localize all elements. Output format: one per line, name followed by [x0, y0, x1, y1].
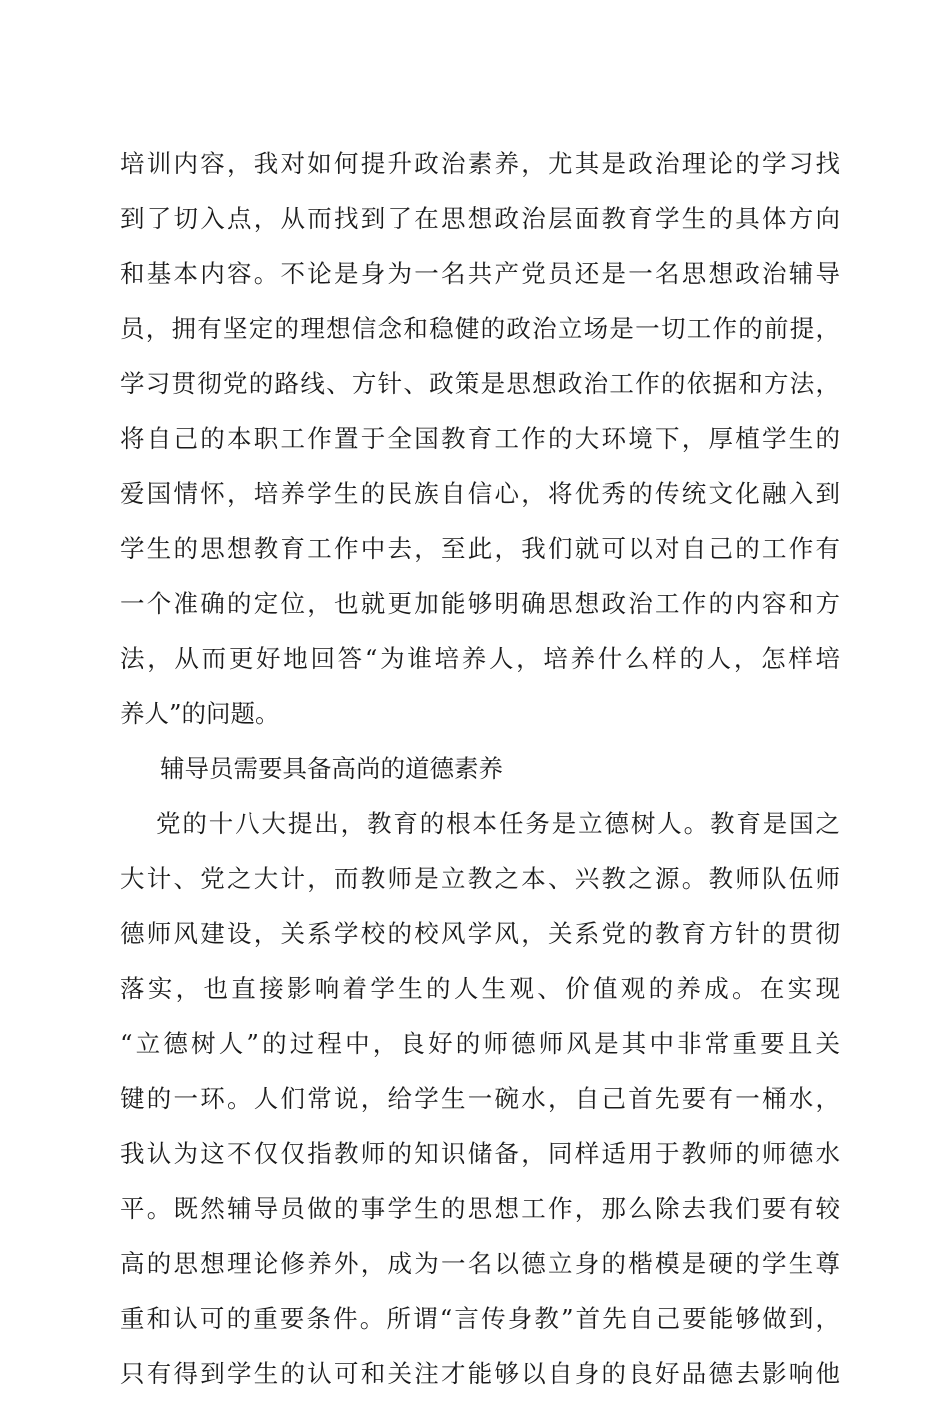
text-line: 员，拥有坚定的理想信念和稳健的政治立场是一切工作的前提，: [120, 314, 840, 343]
text-line: 学生的思想教育工作中去，至此，我们就可以对自己的工作有: [120, 534, 840, 563]
text-line: 学习贯彻党的路线、方针、政策是思想政治工作的依据和方法，: [120, 369, 840, 398]
text-line: 到了切入点，从而找到了在思想政治层面教育学生的具体方向: [120, 204, 840, 233]
text-line: 重和认可的重要条件。所谓“言传身教”首先自己要能够做到，: [120, 1304, 840, 1333]
text-line: 落实，也直接影响着学生的人生观、价值观的养成。在实现: [120, 974, 840, 1003]
document-page: [120, 136, 840, 1401]
text-line: 养人”的问题。: [120, 699, 280, 728]
paragraph-2: [120, 796, 840, 1401]
text-line: 大计、党之大计，而教师是立教之本、兴教之源。教师队伍师: [120, 864, 840, 893]
text-line: 法，从而更好地回答“为谁培养人，培养什么样的人，怎样培: [120, 644, 840, 673]
section-heading: 辅导员需要具备高尚的道德素养: [160, 754, 503, 783]
text-line: 培训内容，我对如何提升政治素养，尤其是政治理论的学习找: [120, 149, 840, 178]
text-line: 我认为这不仅仅指教师的知识储备，同样适用于教师的师德水: [120, 1139, 840, 1168]
text-line: 爱国情怀，培养学生的民族自信心，将优秀的传统文化融入到: [120, 479, 840, 508]
text-line: 高的思想理论修养外，成为一名以德立身的楷模是硬的学生尊: [120, 1249, 840, 1278]
text-line: 平。既然辅导员做的事学生的思想工作，那么除去我们要有较: [120, 1194, 840, 1223]
text-line: 一个准确的定位，也就更加能够明确思想政治工作的内容和方: [120, 589, 840, 618]
text-line: 德师风建设，关系学校的校风学风，关系党的教育方针的贯彻: [120, 919, 840, 948]
text-line: 和基本内容。不论是身为一名共产党员还是一名思想政治辅导: [120, 259, 840, 288]
text-line: 党的十八大提出，教育的根本任务是立德树人。教育是国之: [156, 809, 840, 838]
text-line: 键的一环。人们常说，给学生一碗水，自己首先要有一桶水，: [120, 1084, 840, 1113]
text-line: 将自己的本职工作置于全国教育工作的大环境下，厚植学生的: [120, 424, 840, 453]
text-line: 只有得到学生的认可和关注才能够以自身的良好品德去影响他: [120, 1359, 840, 1388]
paragraph-1: [120, 136, 840, 741]
text-line: “立德树人”的过程中，良好的师德师风是其中非常重要且关: [120, 1029, 840, 1058]
